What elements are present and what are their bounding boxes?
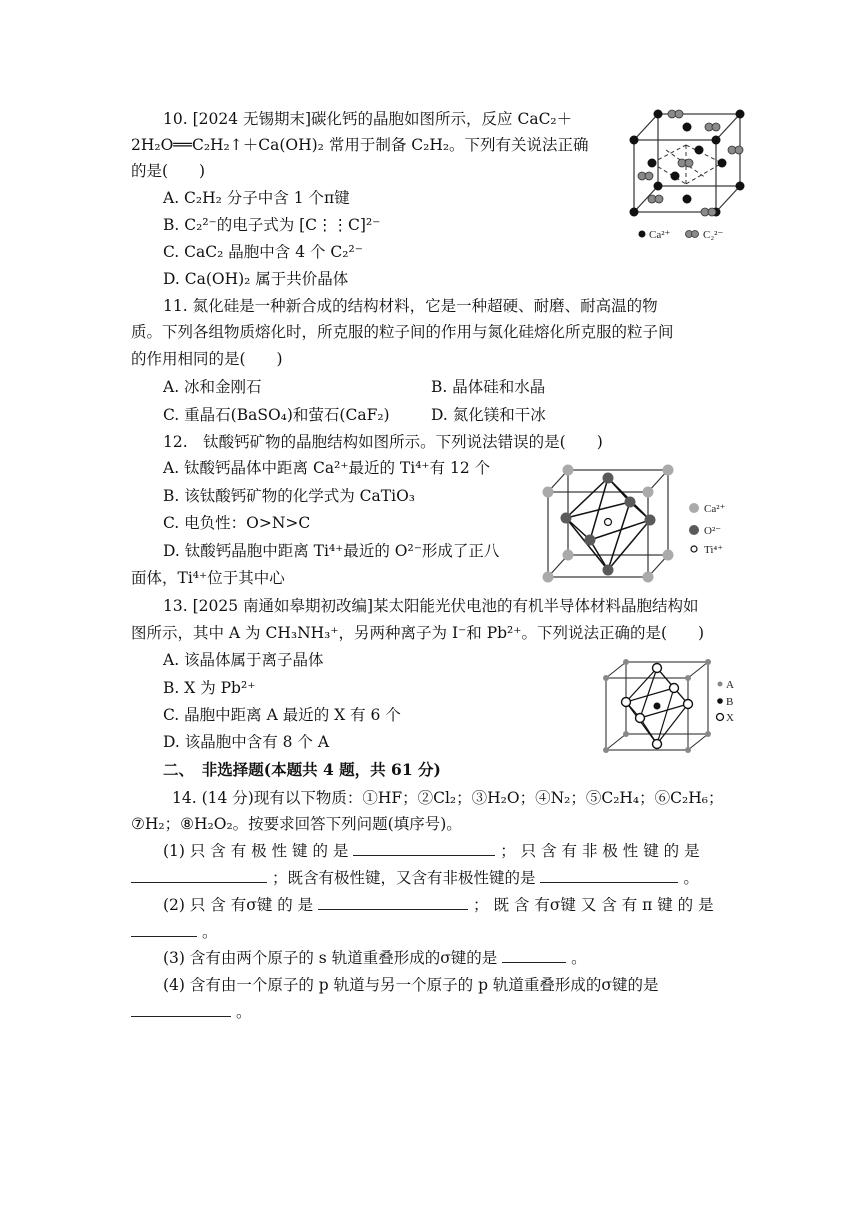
q14-part4-line2 (131, 1001, 251, 1023)
calcium-titanate-cell-figure (538, 462, 748, 587)
q10-option-c: C. CaC₂ 晶胞中含 4 个 C₂²⁻ (163, 243, 363, 261)
answer-blank[interactable] (131, 1002, 231, 1017)
section-heading: 二、 非选择题(本题共 4 题，共 61 分) (163, 760, 441, 779)
q12-option-c: C. 电负性：O>N>C (163, 514, 311, 532)
q14-part1-prompt-d: 。 (683, 869, 699, 887)
ca-ion-legend-dot (639, 231, 646, 238)
q10-stem-line3: 的是( ) (131, 162, 206, 180)
q11-option-c: C. 重晶石(BaSO₄)和萤石(CaF₂) (163, 406, 390, 424)
q14-part3 (163, 947, 587, 969)
q11-option-a: A. 冰和金刚石 (163, 378, 262, 396)
q14-part3-prompt-b: 。 (571, 949, 587, 967)
q10-stem-line2: 2H₂O══C₂H₂↑＋Ca(OH)₂ 常用于制备 C₂H₂。下列有关说法正确 (131, 136, 589, 154)
q12-option-b: B. 该钛酸钙矿物的化学式为 CaTiO₃ (163, 487, 415, 505)
q13-option-a: A. 该晶体属于离子晶体 (163, 651, 324, 669)
legend-ti-label: Ti⁴⁺ (704, 544, 724, 556)
q12-option-d-line2: 面体，Ti⁴⁺位于其中心 (131, 569, 285, 587)
photovoltaic-cell-figure (598, 656, 748, 756)
q14-part4-prompt-b: 。 (235, 1003, 252, 1021)
legend-b-label: B (726, 696, 734, 708)
q14-part4-line1: (4) 含有由一个原子的 p 轨道与另一个原子的 p 轨道重叠形成的σ键的是 (163, 976, 659, 994)
answer-blank[interactable] (131, 868, 267, 883)
q11-option-b: B. 晶体硅和水晶 (431, 378, 546, 396)
q14-part2-prompt-b: ； 既 含 有σ键 又 含 有 π 键 的 是 (473, 896, 714, 914)
q10-option-b: B. C₂²⁻的电子式为 [C⋮⋮C]²⁻ (163, 216, 381, 234)
q14-stem-line2: ⑦H₂；⑧H₂O₂。按要求回答下列问题(填序号)。 (131, 815, 462, 833)
q10-option-d: D. Ca(OH)₂ 属于共价晶体 (163, 270, 349, 288)
q13-option-d: D. 该晶胞中含有 8 个 A (163, 733, 330, 751)
answer-blank[interactable] (318, 895, 468, 910)
q12-stem: 12. 钛酸钙矿物的晶胞结构如图所示。下列说法错误的是( ) (163, 433, 603, 451)
q11-stem-line3: 的作用相同的是( ) (131, 350, 283, 368)
q13-option-b: B. X 为 Pb²⁺ (163, 679, 256, 697)
q14-part2-prompt-c: 。 (201, 923, 218, 941)
legend-c2-label: C₂²⁻ (703, 229, 724, 241)
q13-stem-line1: 13. [2025 南通如皋期初改编]某太阳能光伏电池的有机半导体材料晶胞结构如 (163, 597, 699, 615)
legend-ca-label: Ca²⁺ (704, 503, 726, 515)
answer-blank[interactable] (131, 922, 197, 937)
q14-part3-prompt-a: (3) 含有由两个原子的 s 轨道重叠形成的σ键的是 (163, 949, 498, 967)
q10-option-a: A. C₂H₂ 分子中含 1 个π键 (163, 189, 350, 207)
legend-o-label: O²⁻ (704, 525, 722, 537)
legend-ca-label: Ca²⁺ (649, 229, 671, 241)
q11-stem-line2: 质。下列各组物质熔化时，所克服的粒子间的作用与氮化硅熔化所克服的粒子间 (131, 323, 674, 341)
q14-part1-prompt-b: ； 只 含 有 非 极 性 键 的 是 (500, 842, 700, 860)
q14-stem-line1: 14. (14 分)现有以下物质：①HF；②Cl₂；③H₂O；④N₂；⑤C₂H₄；⑥C₂H₆； (172, 789, 724, 807)
q11-option-d: D. 氮化镁和干冰 (431, 406, 546, 424)
q14-part2-line2 (131, 921, 217, 943)
answer-blank[interactable] (502, 948, 566, 963)
answer-blank[interactable] (353, 841, 495, 856)
q14-part1-prompt-a: (1) 只 含 有 极 性 键 的 是 (163, 842, 349, 860)
q13-stem-line2: 图所示，其中 A 为 CH₃NH₃⁺，另两种离子为 I⁻和 Pb²⁺。下列说法正确的是( ) (131, 624, 705, 642)
answer-blank[interactable] (540, 868, 678, 883)
q14-part1-line1 (163, 840, 700, 862)
q14-part1-line2 (131, 867, 699, 889)
q11-stem-line1: 11. 氮化硅是一种新合成的结构材料，它是一种超硬、耐磨、耐高温的物 (163, 297, 658, 315)
q14-part2-prompt-a: (2) 只 含 有σ键 的 是 (163, 896, 314, 914)
legend-a-label: A (726, 679, 734, 691)
q12-option-a: A. 钛酸钙晶体中距离 Ca²⁺最近的 Ti⁴⁺有 12 个 (163, 459, 491, 477)
q10-stem-line1: 10. [2024 无锡期末]碳化钙的晶胞如图所示，反应 CaC₂＋ (163, 110, 573, 128)
legend-x-label: X (726, 712, 734, 724)
calcium-carbide-cell-figure (622, 100, 752, 245)
q14-part1-prompt-c: ；既含有极性键，又含有非极性键的是 (271, 869, 536, 887)
q14-part2-line1 (163, 894, 714, 916)
q13-option-c: C. 晶胞中距离 A 最近的 X 有 6 个 (163, 706, 401, 724)
q12-option-d-line1: D. 钛酸钙晶胞中距离 Ti⁴⁺最近的 O²⁻形成了正八 (163, 542, 500, 560)
